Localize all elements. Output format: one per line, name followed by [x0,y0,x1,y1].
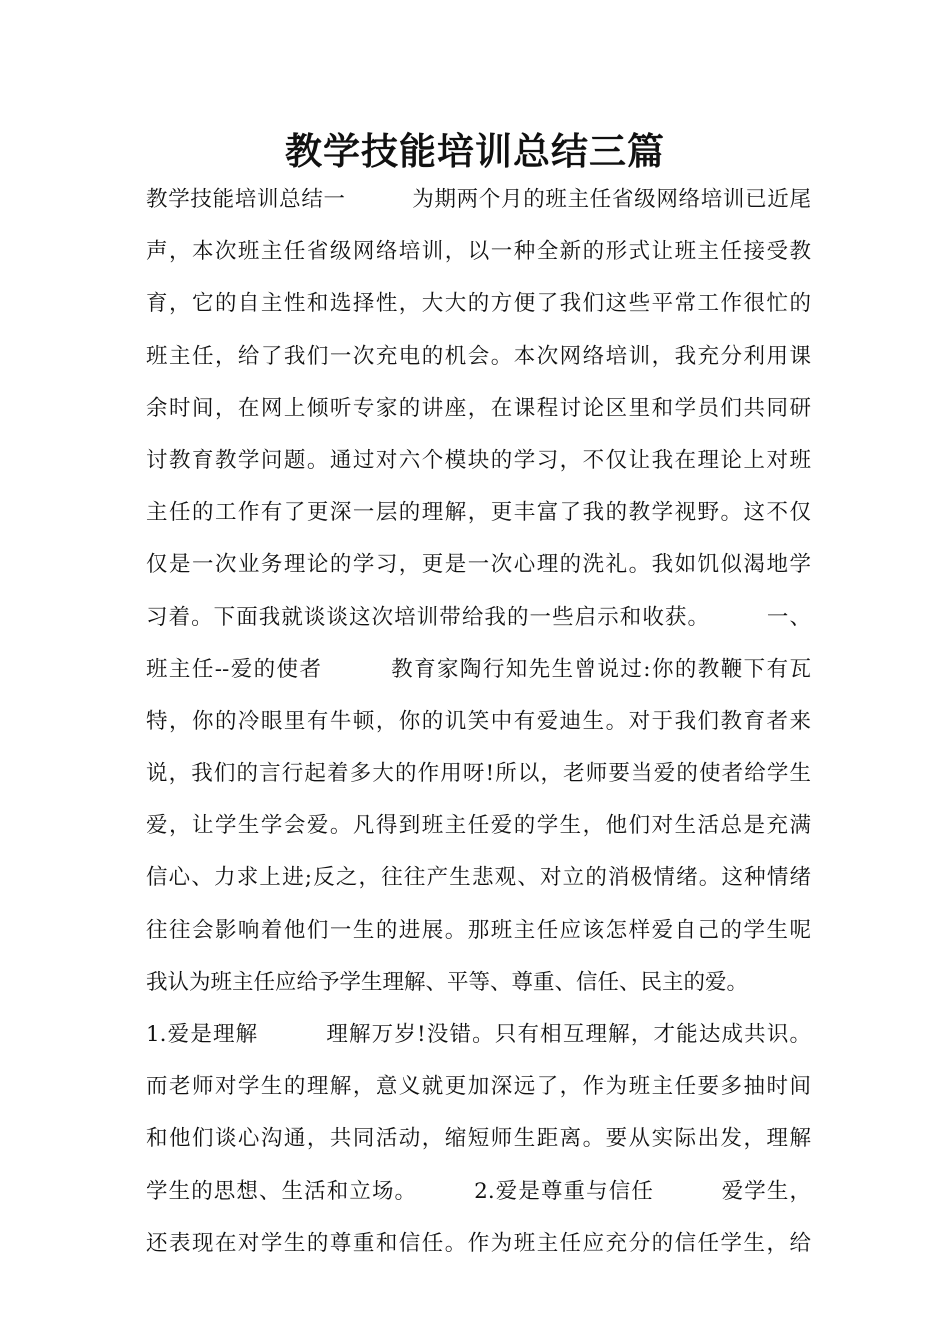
body-line: 往往会影响着他们一生的进展。那班主任应该怎样爱自己的学生呢 [146,917,811,943]
body-line: 爱，让学生学会爱。凡得到班主任爱的学生，他们对生活总是充满 [146,813,811,839]
body-line: 说，我们的言行起着多大的作用呀!所以，老师要当爱的使者给学生 [146,761,811,787]
body-line: 仅是一次业务理论的学习，更是一次心理的洗礼。我如饥似渴地学 [146,552,811,578]
body-line: 而老师对学生的理解，意义就更加深远了，作为班主任要多抽时间 [146,1074,811,1100]
body-line: 特，你的冷眼里有牛顿，你的讥笑中有爱迪生。对于我们教育者来 [146,708,811,734]
body-line: 我认为班主任应给予学生理解、平等、尊重、信任、民主的爱。 [146,969,749,995]
body-line: 余时间，在网上倾听专家的讲座，在课程讨论区里和学员们共同研 [146,395,811,421]
body-line: 习着。下面我就谈谈这次培训带给我的一些启示和收获。 一、 [146,604,811,630]
body-line: 和他们谈心沟通，共同活动，缩短师生距离。要从实际出发，理解 [146,1126,811,1152]
body-line: 还表现在对学生的尊重和信任。作为班主任应充分的信任学生，给 [146,1230,811,1256]
body-line: 信心、力求上进;反之，往往产生悲观、对立的消极情绪。这种情绪 [146,865,811,891]
body-line: 1.爱是理解 理解万岁!没错。只有相互理解，才能达成共识。 [146,1022,811,1047]
body-line: 声，本次班主任省级网络培训，以一种全新的形式让班主任接受教 [146,239,811,265]
document-body [146,174,811,1270]
document-title: 教学技能培训总结三篇 [285,130,665,173]
body-line: 主任的工作有了更深一层的理解，更丰富了我的教学视野。这不仅 [146,500,811,526]
body-line: 班主任，给了我们一次充电的机会。本次网络培训，我充分利用课 [146,343,811,369]
body-line: 学生的思想、生活和立场。 2.爱是尊重与信任 爱学生， [146,1178,811,1204]
body-line: 班主任--爱的使者 教育家陶行知先生曾说过:你的教鞭下有瓦 [146,656,811,682]
body-line: 育，它的自主性和选择性，大大的方便了我们这些平常工作很忙的 [146,291,811,317]
body-line: 教学技能培训总结一 为期两个月的班主任省级网络培训已近尾 [146,187,811,212]
body-line: 讨教育教学问题。通过对六个模块的学习，不仅让我在理论上对班 [146,447,811,473]
